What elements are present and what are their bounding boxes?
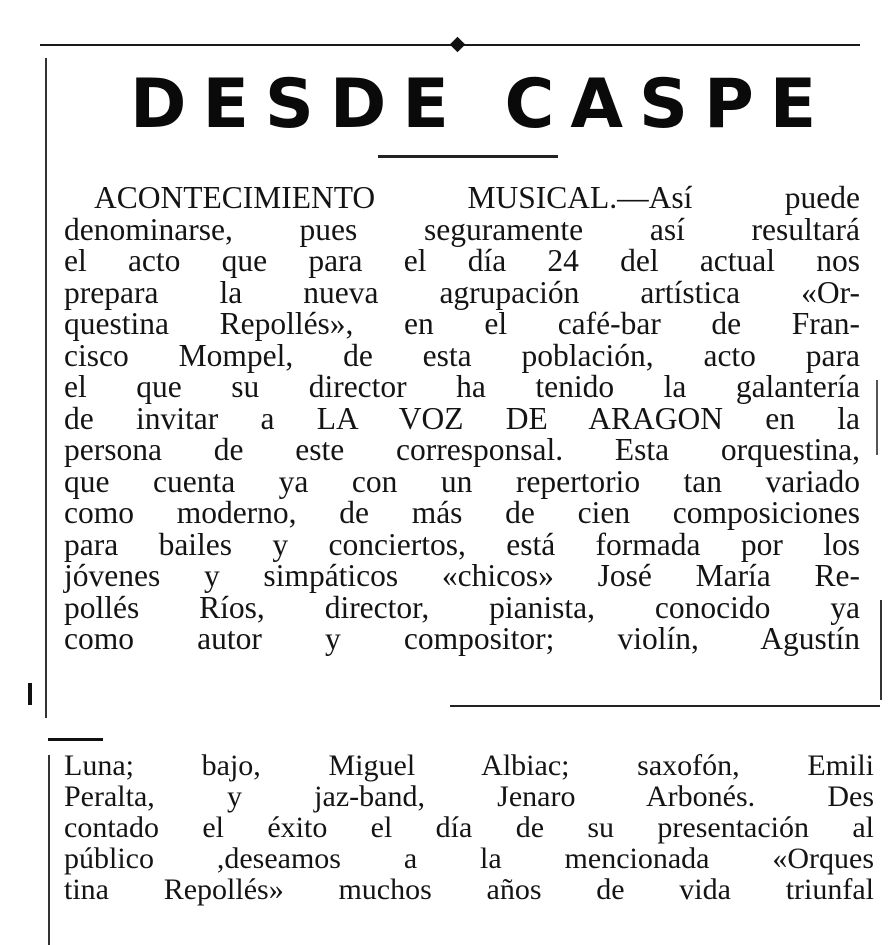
column-break-mark	[48, 738, 103, 741]
ornament-diamond-icon	[450, 37, 466, 53]
article-line: el acto que para el día 24 del actual nos	[64, 243, 860, 278]
headline: DESDE CASPE	[130, 65, 833, 144]
article-line: público ,deseamos a la mencionada «Orques	[64, 842, 874, 875]
article-body-part2	[64, 750, 874, 905]
article-line: tina Repollés» muchos años de vida triunfal	[64, 873, 874, 906]
headline-underline-rule	[378, 155, 558, 158]
article-line: contado el éxito el día de su presentación al	[64, 811, 874, 844]
article-line: como moderno, de más de cien composiciones	[64, 495, 860, 530]
article-line: como autor y compositor; violín, Agustín	[64, 621, 860, 656]
article-line: ACONTECIMIENTO MUSICAL.—Así puede	[94, 180, 860, 215]
article-line: questina Repollés», en el café-bar de Fran-	[64, 306, 860, 341]
article-line: Peralta, y jaz-band, Jenaro Arbonés. Des	[64, 780, 874, 813]
article-line: Luna; bajo, Miguel Albiac; saxofón, Emili	[64, 749, 874, 782]
article-line: denominarse, pues seguramente así resultará	[64, 211, 860, 247]
article-body-part1	[64, 182, 860, 655]
continuation-left-border	[48, 755, 50, 945]
column-left-border	[45, 58, 47, 718]
article-line: jóvenes y simpáticos «chicos» José María Re-	[64, 558, 860, 593]
article-line: para bailes y conciertos, está formada por los	[64, 526, 860, 562]
column-right-border-lower	[880, 600, 882, 700]
article-line: prepara la nueva agrupación artística «Or-	[64, 274, 860, 310]
article-line: cisco Mompel, de esta población, acto para	[64, 337, 860, 373]
article-line: pollés Ríos, director, pianista, conocido ya	[64, 589, 860, 625]
article-line: que cuenta ya con un repertorio tan variado	[64, 463, 860, 499]
article-line: persona de este corresponsal. Esta orquestina,	[64, 432, 860, 467]
column-right-border	[876, 380, 878, 455]
margin-marker	[28, 683, 32, 705]
column-break-rule	[450, 705, 880, 707]
article-line: de invitar a LA VOZ DE ARAGON en la	[64, 400, 860, 436]
article-line: el que su director ha tenido la galantería	[64, 369, 860, 404]
